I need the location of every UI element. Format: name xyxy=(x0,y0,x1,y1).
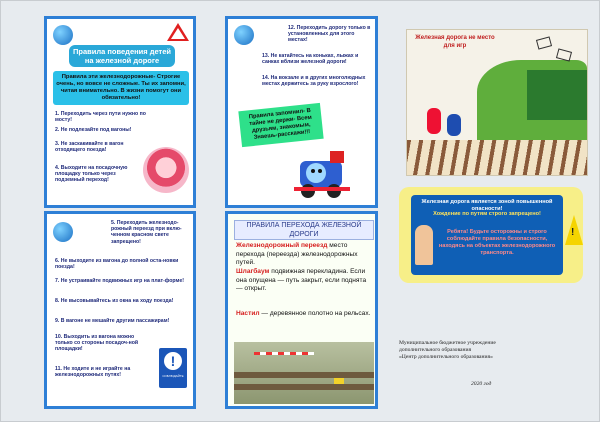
remember-box: Правила запомнил- В тайне не держи- Всем друзьям, знакомым, Знаешь-расскажи!!! xyxy=(238,103,323,147)
credits-line-1: Муниципальное бюджетное учреждение xyxy=(399,340,496,346)
safety-banner-inner xyxy=(411,195,563,275)
panel-1-intro: Правила эти железнодорожные- Строгие очень, но вовсе не сложные. Ты их запомни, читая внимательно. В жизни помогут они обязательно! xyxy=(53,71,189,105)
credits-line-2: дополнительного образования xyxy=(399,347,472,353)
rule-4: 4. Выходите на посадочную площадку только через подземный переход! xyxy=(55,165,128,184)
safety-sign-icon xyxy=(159,348,187,388)
paper-plane-icon xyxy=(536,36,552,49)
poster-panel-2 xyxy=(225,16,378,208)
rule-11: 11. Не ходите и не играйте на железнодорожных путях! xyxy=(55,366,131,379)
rule-10: 10. Выходить из вагона можно только со стороны посадоч-ной площадки! xyxy=(55,334,139,353)
poster-panel-3 xyxy=(44,211,196,409)
poster-panel-4 xyxy=(225,211,378,409)
sign-caption: СОБЛЮДАЙТЕ xyxy=(162,374,184,378)
poster-panel-1 xyxy=(44,16,196,208)
rule-13: 13. Не катайтесь на коньках, лыжах и санках вблизи железной дороги! xyxy=(262,53,359,66)
car-shape xyxy=(334,378,344,384)
cartoon-train-character-icon xyxy=(143,147,189,193)
rule-1: 1. Переходить через пути нужно по мосту! xyxy=(55,111,146,124)
rail-track-shape xyxy=(234,372,374,378)
railway-crossing-photo xyxy=(234,342,374,404)
rule-5: 5. Переходить железнодо-рожный переезд при вклю-ченном красном свете запрещено! xyxy=(111,220,182,245)
warning-exclamation-icon: ! xyxy=(571,227,575,238)
term-crossing-text: место перехода (переезда) железнодорожных путей. xyxy=(236,242,358,267)
children-drawing xyxy=(406,29,588,176)
credits-block xyxy=(399,340,559,361)
barrier-arm-shape xyxy=(254,352,314,355)
child-figure-shape xyxy=(427,108,441,134)
rule-9: 9. В вагоне не мешайте другим пассажирам! xyxy=(55,318,170,324)
banner-line-3: Ребята! Будьте осторожны и строго соблюдайте правила безопасности, находясь на объектах железнодорожного транспорта. xyxy=(438,229,556,256)
cartoon-locomotive-icon xyxy=(290,143,360,203)
banner-line-2: Хождение по путям строго запрещено! xyxy=(433,211,541,217)
rule-7: 7. Не устраивайте подвижных игр на плат-форме! xyxy=(55,278,184,284)
rule-6: 6. Не выходите из вагона до полной оста-новки поезда! xyxy=(55,258,179,271)
term-barrier: Шлагбаум xyxy=(236,268,270,275)
term-deck-text: — деревянное полотно на рельсах. xyxy=(259,310,371,317)
rail-track-shape xyxy=(234,384,374,390)
crossing-definition xyxy=(236,242,374,268)
railway-worker-icon xyxy=(415,225,433,265)
rule-3: 3. Не заскакивайте в вагон отходящего поезда! xyxy=(55,141,124,154)
rule-12: 12. Переходить дорогу только в установленных для этого местах! xyxy=(288,25,371,44)
safety-banner xyxy=(399,187,583,283)
term-deck: Настил xyxy=(236,310,260,317)
locomotive-shape xyxy=(527,70,587,120)
globe-mascot-icon xyxy=(234,25,254,45)
railway-warning-sign-icon xyxy=(167,23,189,41)
credits-year: 2020 год xyxy=(471,381,492,387)
rule-2: 2. Не подлезайте под вагоны! xyxy=(55,127,132,133)
term-crossing: Железнодорожный переезд xyxy=(236,242,328,249)
deck-definition xyxy=(236,310,374,319)
drawing-caption: Железная дорога не место для игр xyxy=(415,35,495,49)
term-barrier-text: подвижная перекладина. Если она опущена — путь закрыт, если поднята — открыт. xyxy=(236,268,367,293)
panel-1-title: Правила поведения детей на железной дороге xyxy=(69,45,175,67)
child-figure-shape xyxy=(447,114,461,136)
barrier-definition xyxy=(236,268,374,294)
globe-mascot-icon xyxy=(53,25,73,45)
banner-line-1: Железная дорога является зоной повышенной опасности! xyxy=(421,199,553,212)
rule-8: 8. Не высовывайтесь из окна на ходу поезда! xyxy=(55,298,174,304)
rule-14: 14. На вокзале и в других многолюдных местах держитесь за руку взрослого! xyxy=(262,75,366,88)
panel-4-title: ПРАВИЛА ПЕРЕХОДА ЖЕЛЕЗНОЙ ДОРОГИ xyxy=(234,220,374,240)
railway-track-shape xyxy=(407,140,587,175)
credits-line-3: «Центр дополнительного образования» xyxy=(399,354,493,360)
globe-mascot-icon xyxy=(53,222,73,242)
exclamation-icon: ! xyxy=(164,352,182,370)
